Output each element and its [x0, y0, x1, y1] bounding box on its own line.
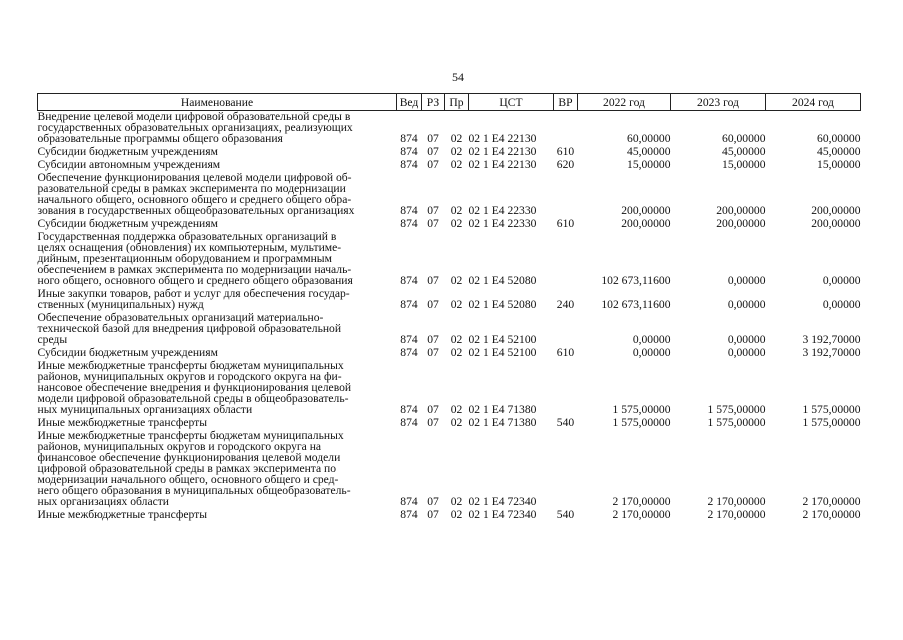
header-2023: 2023 год	[671, 94, 766, 111]
row-name-line: районов, муниципальных округов и городского округа на фи-	[37, 370, 342, 383]
amount-2024-cell: 200,00000	[811, 217, 861, 230]
pr-cell: 02	[450, 217, 463, 230]
row-name-line: Иные межбюджетные трансферты	[37, 416, 208, 429]
pr-cell: 02	[450, 333, 463, 346]
ved-cell: 874	[400, 145, 418, 158]
pr-cell: 02	[450, 274, 463, 287]
table-row	[38, 347, 861, 358]
table-row	[38, 159, 861, 170]
header-ved: Вед	[397, 94, 422, 111]
ved-cell: 874	[400, 158, 418, 171]
row-name-line: модели цифровой образовательной среды в общеобразователь-	[37, 392, 349, 405]
vr-cell	[554, 312, 578, 345]
table-row	[38, 146, 861, 157]
header-vr: ВР	[554, 94, 578, 111]
vr-cell	[554, 172, 578, 216]
amount-2022-cell: 2 170,00000	[612, 495, 671, 508]
amount-2024-cell: 60,00000	[817, 132, 861, 145]
vr-cell	[554, 430, 578, 507]
vr-cell: 620	[556, 158, 575, 171]
amount-2023-cell: 200,00000	[716, 204, 766, 217]
amount-2023-cell: 60,00000	[722, 132, 766, 145]
rz-cell: 07	[427, 274, 439, 287]
row-name-line: Обеспечение функционирования целевой модели цифровой об-	[37, 171, 352, 184]
amount-2022-cell: 1 575,00000	[612, 416, 671, 429]
budget-table	[37, 93, 861, 522]
rz-cell: 07	[427, 298, 439, 311]
row-name-cell	[38, 231, 397, 286]
row-name-line: целях оснащения (обновления) их компьютерным, мультиме-	[37, 241, 342, 254]
rz-cell: 07	[427, 333, 439, 346]
row-name-cell	[38, 417, 397, 428]
amount-2023-cell: 2 170,00000	[707, 495, 766, 508]
amount-2022-cell: 0,00000	[632, 333, 671, 346]
vr-cell	[554, 111, 578, 145]
vr-cell: 610	[556, 217, 575, 230]
amount-2023-cell: 0,00000	[727, 333, 766, 346]
cst-cell: 02 1 E4 22130	[468, 132, 537, 145]
table-row	[38, 312, 861, 345]
row-name-line: технической базой для внедрения цифровой образовательной	[37, 322, 342, 335]
rz-cell: 07	[427, 346, 439, 359]
ved-cell: 874	[400, 416, 418, 429]
row-name-line: модернизации начального общего, основного общего и сред-	[37, 473, 339, 486]
cst-cell: 02 1 E4 52100	[468, 346, 537, 359]
row-name-line: начального общего, основного общего и среднего общего обра-	[37, 193, 352, 206]
ved-cell: 874	[400, 132, 418, 145]
amount-2024-cell: 2 170,00000	[802, 495, 861, 508]
row-name-line: Иные межбюджетные трансферты бюджетам муниципальных	[37, 359, 344, 372]
rz-cell: 07	[427, 416, 439, 429]
pr-cell: 02	[450, 204, 463, 217]
row-name-line: ного общего, основного общего и среднего общего образования	[37, 274, 353, 287]
amount-2023-cell: 45,00000	[722, 145, 766, 158]
ved-cell: 874	[400, 508, 418, 521]
pr-cell: 02	[450, 132, 463, 145]
header-name: Наименование	[38, 94, 397, 111]
table-row	[38, 218, 861, 229]
row-name-line: ственных (муниципальных) нужд	[37, 298, 204, 311]
ved-cell: 874	[400, 204, 418, 217]
row-name-cell	[38, 312, 397, 345]
amount-2023-cell: 0,00000	[727, 298, 766, 311]
cst-cell: 02 1 E4 22330	[468, 204, 537, 217]
row-name-line: зования в государственных общеобразовательных организациях	[37, 204, 355, 217]
amount-2024-cell: 45,00000	[817, 145, 861, 158]
row-name-line: Иные межбюджетные трансферты	[37, 508, 208, 521]
row-name-line: него общего образования в муниципальных общеобразователь-	[37, 484, 351, 497]
row-name-line: дийным, презентационным оборудованием и программным	[37, 252, 332, 265]
table-header-row	[38, 94, 861, 111]
amount-2024-cell: 15,00000	[817, 158, 861, 171]
rz-cell: 07	[427, 158, 439, 171]
table-row	[38, 111, 861, 145]
rz-cell: 07	[427, 508, 439, 521]
row-name-line: образовательные программы общего образования	[37, 132, 283, 145]
table-row	[38, 417, 861, 428]
amount-2022-cell: 2 170,00000	[612, 508, 671, 521]
row-name-line: Государственная поддержка образовательных организаций в	[37, 230, 337, 243]
amount-2022-cell: 200,00000	[621, 204, 671, 217]
row-name-line: Иные межбюджетные трансферты бюджетам муниципальных	[37, 429, 344, 442]
amount-2024-cell: 2 170,00000	[802, 508, 861, 521]
amount-2022-cell: 1 575,00000	[612, 403, 671, 416]
pr-cell: 02	[450, 158, 463, 171]
amount-2024-cell: 1 575,00000	[802, 416, 861, 429]
ved-cell: 874	[400, 274, 418, 287]
cst-cell: 02 1 E4 22330	[468, 217, 537, 230]
row-name-cell	[38, 172, 397, 216]
pr-cell: 02	[450, 508, 463, 521]
vr-cell: 610	[556, 145, 575, 158]
pr-cell: 02	[450, 416, 463, 429]
amount-2023-cell: 1 575,00000	[707, 416, 766, 429]
row-name-line: цифровой образовательной среды в рамках эксперимента по	[37, 462, 337, 475]
row-name-line: государственных образовательных организациях, реализующих	[37, 121, 353, 134]
row-name-line: Субсидии бюджетным учреждениям	[37, 217, 218, 230]
row-name-line: ных муниципальных организациях области	[37, 403, 253, 416]
amount-2023-cell: 0,00000	[727, 274, 766, 287]
row-name-line: финансовое обеспечение функционирования целевой модели	[37, 451, 341, 464]
header-cst: ЦСТ	[469, 94, 554, 111]
ved-cell: 874	[400, 217, 418, 230]
row-name-line: Субсидии автономным учреждениям	[37, 158, 221, 171]
amount-2023-cell: 2 170,00000	[707, 508, 766, 521]
pr-cell: 02	[450, 403, 463, 416]
amount-2022-cell: 102 673,11600	[601, 298, 671, 311]
cst-cell: 02 1 E4 72340	[468, 508, 537, 521]
vr-cell	[554, 231, 578, 286]
row-name-cell	[38, 509, 397, 520]
amount-2022-cell: 102 673,11600	[601, 274, 671, 287]
cst-cell: 02 1 E4 52080	[468, 298, 537, 311]
ved-cell: 874	[400, 403, 418, 416]
page-number: 54	[452, 70, 464, 84]
amount-2023-cell: 200,00000	[716, 217, 766, 230]
amount-2024-cell: 3 192,70000	[802, 346, 861, 359]
row-name-cell	[38, 146, 397, 157]
header-2024: 2024 год	[766, 94, 861, 111]
cst-cell: 02 1 E4 71380	[468, 403, 537, 416]
row-name-cell	[38, 218, 397, 229]
row-name-line: Обеспечение образовательных организаций материально-	[37, 311, 324, 324]
ved-cell: 874	[400, 495, 418, 508]
row-name-cell	[38, 111, 397, 145]
ved-cell: 874	[400, 346, 418, 359]
rz-cell: 07	[427, 495, 439, 508]
cst-cell: 02 1 E4 52080	[468, 274, 537, 287]
rz-cell: 07	[427, 132, 439, 145]
table-row	[38, 360, 861, 415]
vr-cell	[554, 360, 578, 415]
row-name-line: нансовое обеспечение внедрения и функционирования целевой	[37, 381, 352, 394]
amount-2024-cell: 200,00000	[811, 204, 861, 217]
row-name-line: Иные закупки товаров, работ и услуг для обеспечения государ-	[37, 287, 350, 300]
amount-2022-cell: 60,00000	[627, 132, 671, 145]
amount-2023-cell: 15,00000	[722, 158, 766, 171]
row-name-line: Субсидии бюджетным учреждениям	[37, 145, 218, 158]
amount-2023-cell: 0,00000	[727, 346, 766, 359]
amount-2022-cell: 0,00000	[632, 346, 671, 359]
amount-2022-cell: 15,00000	[627, 158, 671, 171]
amount-2023-cell: 1 575,00000	[707, 403, 766, 416]
vr-cell: 610	[556, 346, 575, 359]
header-2022: 2022 год	[578, 94, 671, 111]
vr-cell: 240	[556, 298, 575, 311]
vr-cell: 540	[556, 508, 575, 521]
amount-2022-cell: 200,00000	[621, 217, 671, 230]
cst-cell: 02 1 E4 22130	[468, 158, 537, 171]
row-name-line: обеспечением в рамках эксперимента по модернизации началь-	[37, 263, 352, 276]
row-name-line: Субсидии бюджетным учреждениям	[37, 346, 218, 359]
cst-cell: 02 1 E4 72340	[468, 495, 537, 508]
pr-cell: 02	[450, 145, 463, 158]
row-name-cell	[38, 288, 397, 310]
row-name-line: ных организациях области	[37, 495, 170, 508]
pr-cell: 02	[450, 346, 463, 359]
amount-2022-cell: 45,00000	[627, 145, 671, 158]
cst-cell: 02 1 E4 71380	[468, 416, 537, 429]
cst-cell: 02 1 E4 22130	[468, 145, 537, 158]
amount-2024-cell: 0,00000	[822, 274, 861, 287]
header-pr: Пр	[445, 94, 469, 111]
row-name-line: районов, муниципальных округов и городского округа на	[37, 440, 322, 453]
header-rz: РЗ	[422, 94, 445, 111]
cst-cell: 02 1 E4 52100	[468, 333, 537, 346]
table-row	[38, 509, 861, 520]
rz-cell: 07	[427, 403, 439, 416]
rz-cell: 07	[427, 204, 439, 217]
amount-2024-cell: 0,00000	[822, 298, 861, 311]
table-body	[38, 111, 861, 523]
row-name-line: Внедрение целевой модели цифровой образовательной среды в	[37, 110, 351, 123]
rz-cell: 07	[427, 217, 439, 230]
amount-2024-cell: 1 575,00000	[802, 403, 861, 416]
table-row	[38, 430, 861, 507]
ved-cell: 874	[400, 333, 418, 346]
row-name-cell	[38, 360, 397, 415]
amount-2024-cell: 3 192,70000	[802, 333, 861, 346]
vr-cell: 540	[556, 416, 575, 429]
row-name-cell	[38, 159, 397, 170]
table-row	[38, 288, 861, 310]
row-name-line: разовательной среды в рамках эксперимента по модернизации	[37, 182, 346, 195]
pr-cell: 02	[450, 495, 463, 508]
table-row	[38, 231, 861, 286]
row-name-line: среды	[37, 333, 68, 346]
row-name-cell	[38, 347, 397, 358]
pr-cell: 02	[450, 298, 463, 311]
row-name-cell	[38, 430, 397, 507]
rz-cell: 07	[427, 145, 439, 158]
table-row	[38, 172, 861, 216]
ved-cell: 874	[400, 298, 418, 311]
